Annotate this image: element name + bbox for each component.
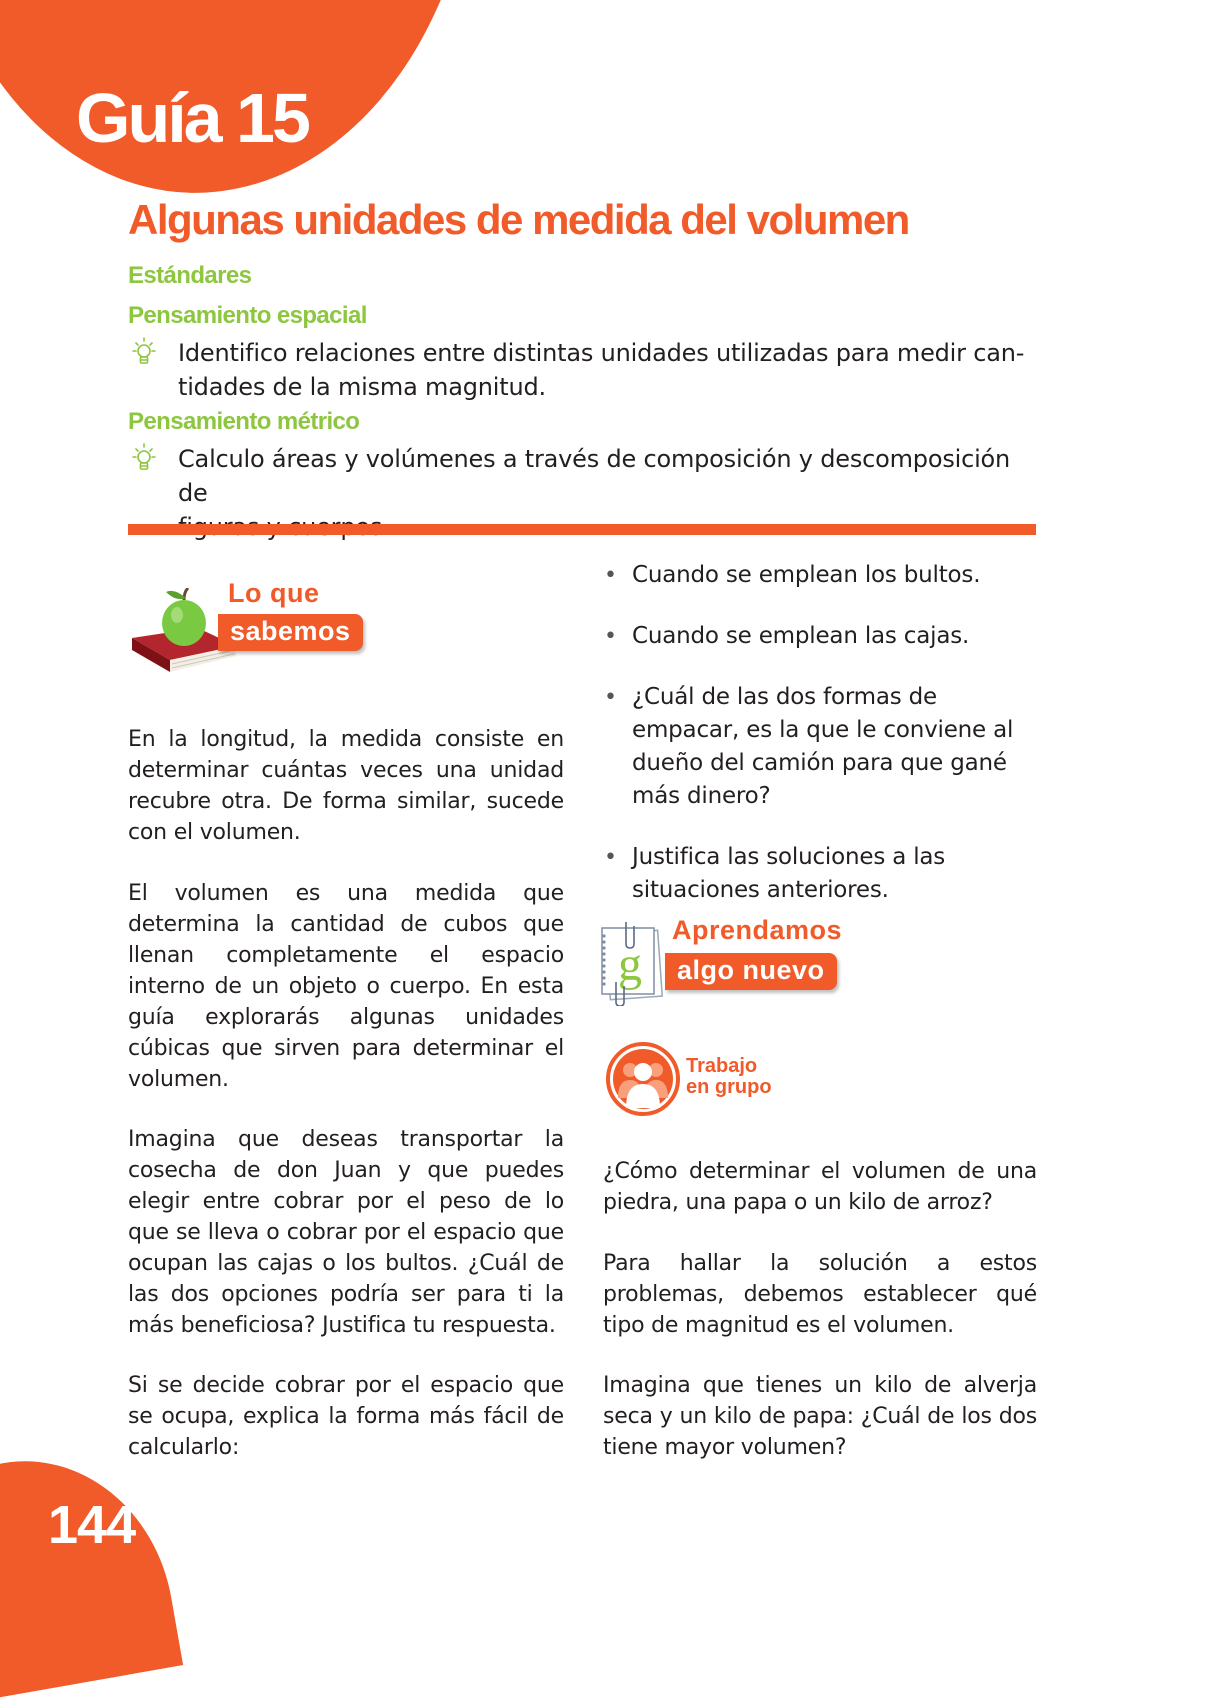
page-title: Algunas unidades de medida del volumen xyxy=(128,196,909,243)
lo-que-sabemos-line1: Lo que xyxy=(228,578,320,608)
group-people-icon xyxy=(606,1042,680,1116)
paragraph-cosecha: Imagina que deseas transportar la cosecha de don Juan y que puedes elegir entre cobrar por el peso de lo que se lleva o cobrar por el espacio que ocupan las cajas o los bultos. ¿Cuál de las dos opciones podría ser para ti la más beneficiosa? Justifica tu respuesta. xyxy=(128,1127,564,1338)
section-divider xyxy=(128,524,1036,535)
aprendamos-line2: algo nuevo xyxy=(665,953,837,990)
svg-text:g: g xyxy=(618,938,642,991)
list-item: • Cuando se emplean las cajas. xyxy=(604,623,970,649)
standard-item-spatial xyxy=(128,336,1028,404)
notebook-letter-g-icon xyxy=(596,922,668,1006)
page-number: 144 xyxy=(48,1495,136,1555)
footer-corner-shape xyxy=(0,1438,183,1707)
standard-category-metric: Pensamiento métrico xyxy=(128,408,360,435)
paragraph-como-determinar: ¿Cómo determinar el volumen de una piedra, una papa o un kilo de arroz? xyxy=(603,1159,1037,1215)
question-list xyxy=(600,559,1040,907)
aprendamos-line1: Aprendamos xyxy=(672,915,843,945)
standard-text-metric: Calculo áreas y volúmenes a través de composición y descomposición de xyxy=(178,445,1011,507)
guide-label: Guía 15 xyxy=(76,79,308,157)
trabajo-en-grupo-label: Trabajo en grupo xyxy=(686,1055,772,1098)
standard-category-spatial: Pensamiento espacial xyxy=(128,302,367,329)
list-item: • ¿Cuál de las dos formas de empacar, es la que le conviene al dueño del camión para que gané más dinero? xyxy=(604,684,1014,809)
paragraph-longitud: En la longitud, la medida consiste en determinar cuántas veces una unidad recubre otra. De forma similar, sucede con el volumen. xyxy=(128,727,564,845)
paragraph-solucion: Para hallar la solución a estos problemas, debemos establecer qué tipo de magnitud es el volumen. xyxy=(603,1251,1037,1338)
paragraph-alverja-papa: Imagina que tienes un kilo de alverja seca y un kilo de papa: ¿Cuál de los dos tiene mayor volumen? xyxy=(603,1373,1037,1460)
lightbulb-icon xyxy=(128,442,160,476)
lo-que-sabemos-line2: sabemos xyxy=(218,614,363,651)
paragraph-volumen-definicion: El volumen es una medida que determina la cantidad de cubos que llenan completamente el espacio interno de un objeto o cuerpo. En esta guía explorarás algunas unidades cúbicas que sirven para determinar el volumen. xyxy=(128,881,564,1092)
list-item: • Justifica las soluciones a las situaciones anteriores. xyxy=(604,844,946,903)
standards-heading: Estándares xyxy=(128,262,252,289)
lightbulb-icon xyxy=(128,336,160,370)
standard-text-spatial: Identifico relaciones entre distintas unidades utilizadas para medir can- tidades de la misma magnitud. xyxy=(178,339,1025,401)
paragraph-cobrar-espacio: Si se decide cobrar por el espacio que se ocupa, explica la forma más fácil de calcularlo: xyxy=(128,1373,564,1460)
list-item: • Cuando se emplean los bultos. xyxy=(604,562,981,588)
